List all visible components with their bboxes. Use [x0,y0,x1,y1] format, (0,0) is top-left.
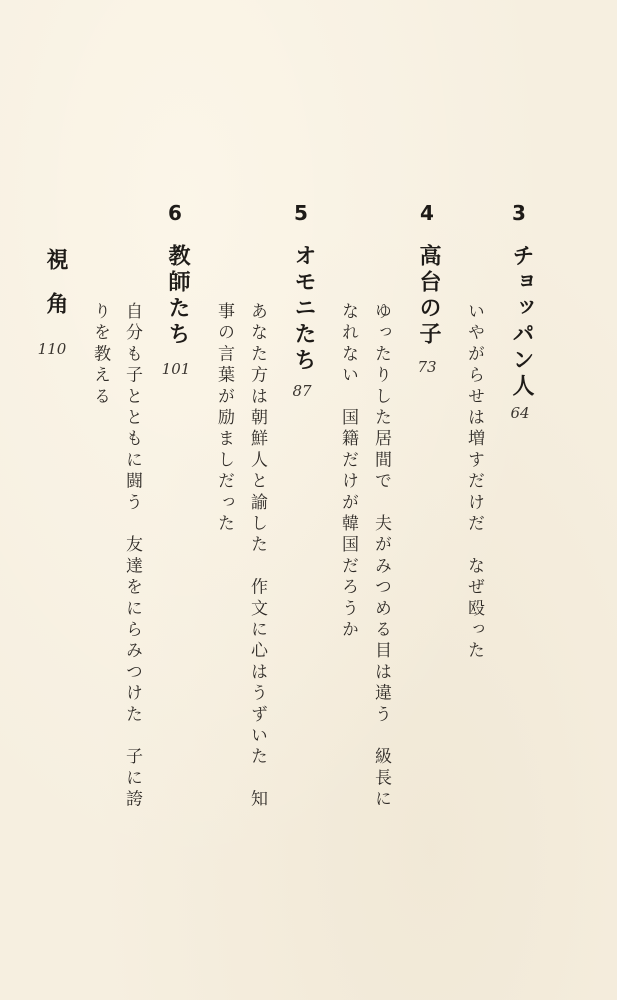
chapter-5-page: 87 [292,382,312,400]
shikaku-title: 視角 [43,248,68,336]
chapter-5-line-1: あなた方は朝鮮人と諭した 作文に心はうずいた 知 [247,302,267,811]
chapter-3-number: 3 [512,201,526,225]
chapter-6-line-1: 自分も子とともに闘う 友達をにらみつけた 子に誇 [122,302,142,811]
chapter-4-line-1: ゆったりした居間で 夫がみつめる目は違う 級長に [371,302,391,811]
chapter-5-title: オモニたち [291,244,316,374]
chapter-6-line-2: りを教える [90,302,110,408]
chapter-5-number: 5 [294,201,308,225]
chapter-6-number: 6 [168,201,182,225]
shikaku-page: 110 [37,340,67,358]
chapter-4-title: 高台の子 [416,244,441,348]
chapter-3-line-1: いやがらせは増すだけだ なぜ殴った [464,302,484,663]
chapter-3-title: チョッパン人 [509,244,534,400]
chapter-4-page: 73 [417,358,437,376]
chapter-5-line-2: 事の言葉が励ましだった [214,302,234,536]
chapter-4-number: 4 [420,201,434,225]
chapter-6-page: 101 [161,360,191,378]
chapter-3-page: 64 [510,404,530,422]
chapter-4-line-2: なれない 国籍だけが韓国だろうか [338,302,358,642]
chapter-6-title: 教師たち [165,244,190,348]
